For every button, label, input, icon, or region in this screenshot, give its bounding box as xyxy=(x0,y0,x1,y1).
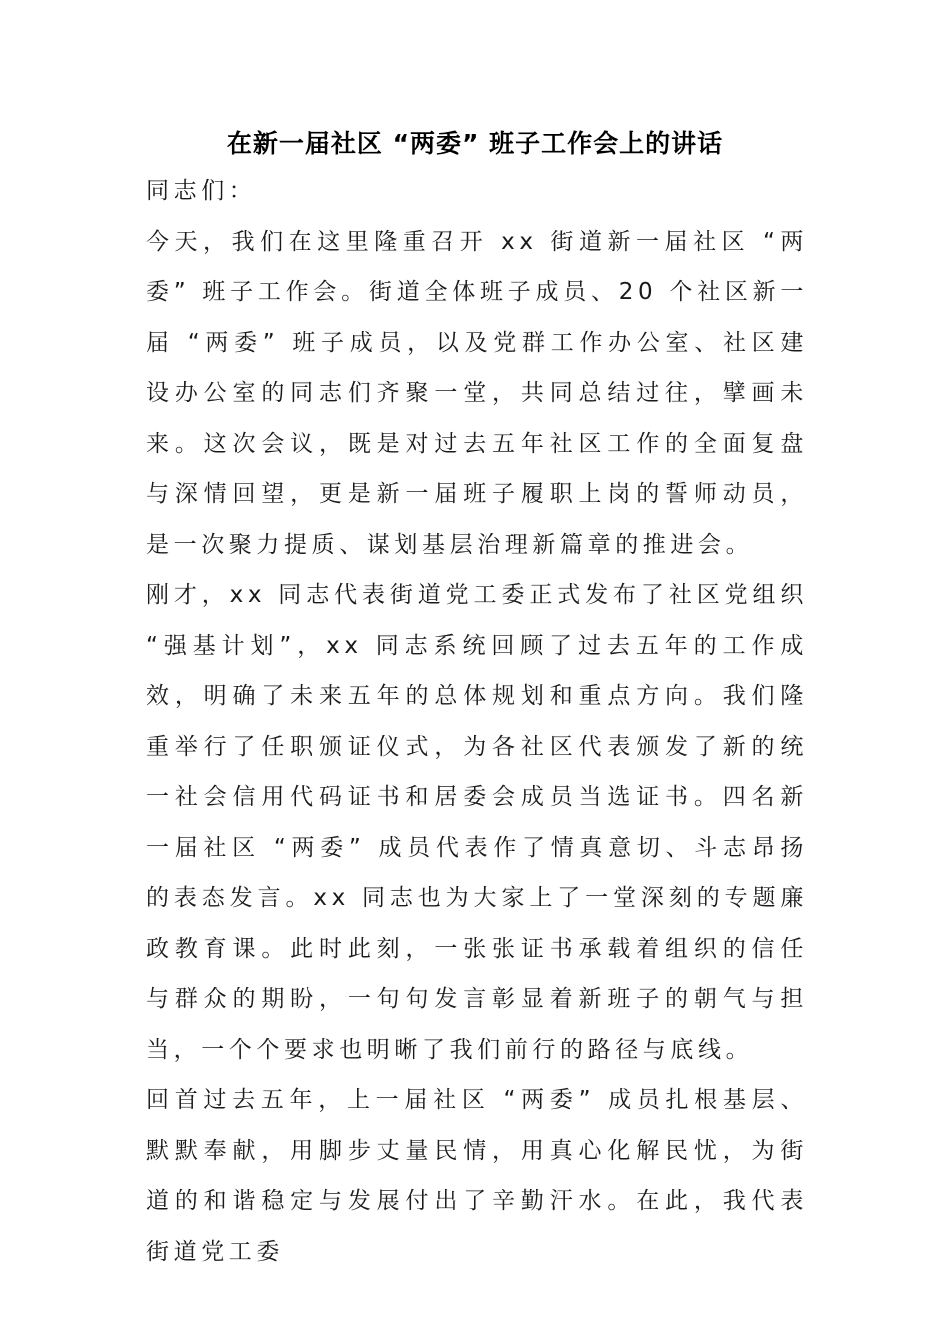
document-body xyxy=(146,166,808,1277)
paragraph-2: 刚才，xx 同志代表街道党工委正式发布了社区党组织 “强基计划”，xx 同志系统回顾了过去五年的工作成效，明确了未来五年的总体规划和重点方向。我们隆重举行了任职颁证仪式，为各社区代表颁发了新的统一社会信用代码证书和居委会成员当选证书。四名新一届社区 “两委” 成员代表作了情真意切、斗志昂扬的表态发言。xx 同志也为大家上了一堂深刻的专题廉政教育课。此时此刻，一张张证书承载着组织的信任与群众的期盼，一句句发言彰显着新班子的朝气与担当，一个个要求也明晰了我们前行的路径与底线。 xyxy=(146,582,808,1063)
paragraph-1: 今天，我们在这里隆重召开 xx 街道新一届社区 “两委” 班子工作会。街道全体班子成员、20 个社区新一届 “两委” 班子成员，以及党群工作办公室、社区建设办公室的同志们齐聚一堂，共同总结过往，擘画未来。这次会议，既是对过去五年社区工作的全面复盘与深情回望，更是新一届班子履职上岗的誓师动员，是一次聚力提质、谋划基层治理新篇章的推进会。 xyxy=(146,228,808,558)
paragraph-3: 回首过去五年，上一届社区 “两委” 成员扎根基层、默默奉献，用脚步丈量民情，用真心化解民忧，为街道的和谐稳定与发展付出了辛勤汗水。在此，我代表街道党工委 xyxy=(146,1087,808,1265)
document-title: 在新一届社区 “两委” 班子工作会上的讲话 xyxy=(226,129,724,158)
salutation: 同志们： xyxy=(146,178,257,204)
